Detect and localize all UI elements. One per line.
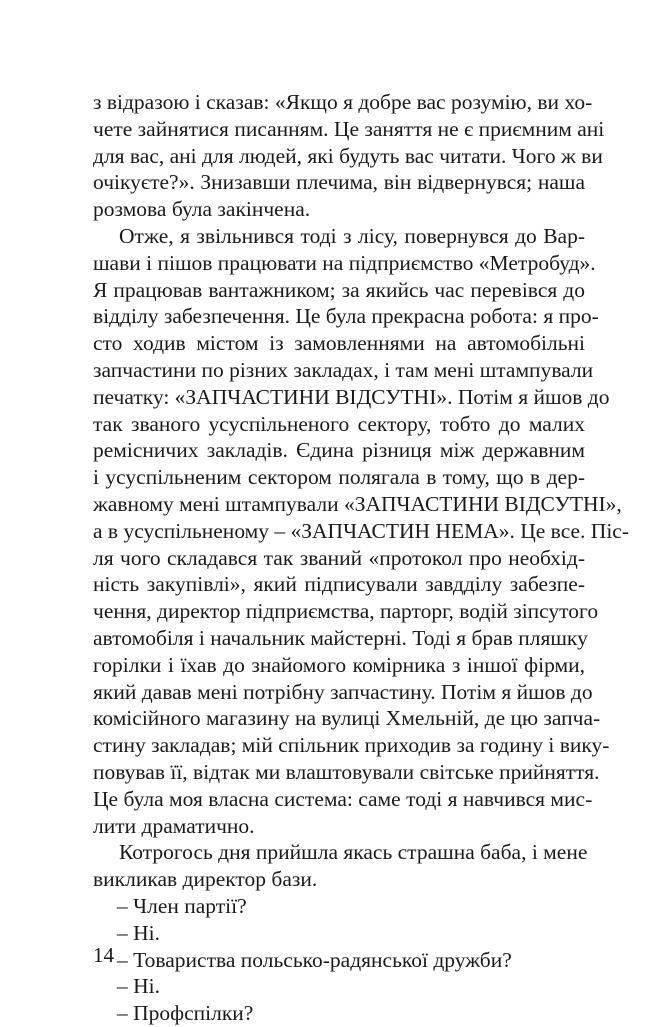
text-line: Отже, я звільнився тоді з лісу, повернувся до Вар-	[119, 223, 585, 248]
text-line: сто ходив містом із замовленнями на автомобільні	[93, 331, 585, 356]
text-line: чення, директор підприємства, парторг, водій зіпсутого	[93, 599, 599, 624]
text-line: – Ні.	[117, 974, 160, 999]
text-line: розмова була закінчена.	[93, 197, 311, 222]
text-line: повував її, відтак ми влаштовували світське прийняття.	[93, 759, 600, 784]
text-line: лити драматично.	[93, 813, 255, 838]
text-line: який давав мені потрібну запчастину. Потім я йшов до	[93, 679, 593, 704]
text-line: запчастини по різних закладах, і там мені штампували	[93, 357, 594, 382]
text-line: ля чого складався так званий «протокол про необхід-	[93, 545, 585, 570]
text-line: шави і пішов працювати на підприємство «Метробуд».	[93, 250, 596, 275]
text-line: ність закупівлі», який підписували завдділу забезпе-	[93, 572, 585, 597]
text-line: Я працював вантажником; за якийсь час перевівся до	[93, 277, 585, 302]
body-text	[93, 89, 629, 1027]
text-line: Котрогось дня прийшла якась страшна баба, і мене	[119, 840, 588, 865]
text-line: Це була моя власна система: саме тоді я навчився мис-	[93, 786, 593, 811]
text-line: стину закладав; мій спільник приходив за годину і вику-	[93, 733, 610, 758]
text-line: горілки і їхав до знайомого комірника з іншої фірми,	[93, 652, 585, 677]
text-line: для вас, ані для людей, які будуть вас читати. Чого ж ви	[93, 143, 603, 168]
text-line: а в усуспільненому – «ЗАПЧАСТИН НЕМА». Це все. Піс-	[93, 518, 629, 543]
page-number: 14	[93, 943, 114, 967]
text-line: печатку: «ЗАПЧАСТИНИ ВІДСУТНІ». Потім я йшов до	[93, 384, 610, 409]
text-line: чете зайнятися писанням. Це заняття не є приємним ані	[93, 116, 605, 141]
text-line: жавному мені штампували «ЗАПЧАСТИНИ ВІДСУТНІ»,	[93, 491, 622, 516]
text-line: так званого усуспільненого сектору, тобто до малих	[93, 411, 585, 436]
text-line: – Ні.	[117, 920, 160, 945]
text-line: – Товариства польсько-радянської дружби?	[117, 947, 512, 972]
text-line: ремісничих закладів. Єдина різниця між державним	[93, 438, 585, 463]
text-line: викликав директор бази.	[93, 867, 318, 892]
text-line: автомобіля і начальник майстерні. Тоді я брав пляшку	[93, 625, 588, 650]
text-line: відділу забезпечення. Це була прекрасна робота: я про-	[93, 304, 599, 329]
text-line: – Профспілки?	[117, 1001, 254, 1026]
text-line: комісійного магазину на вулиці Хмельній, де цю запча-	[93, 706, 601, 731]
text-line: і усуспільненим сектором полягала в тому, що в дер-	[93, 465, 585, 490]
text-line: з відразою і сказав: «Якщо я добре вас розумію, ви хо-	[93, 90, 593, 114]
text-line: – Член партії?	[117, 893, 247, 918]
text-line: очікуєте?». Знизавши плечима, він відвернувся; наша	[93, 170, 585, 195]
